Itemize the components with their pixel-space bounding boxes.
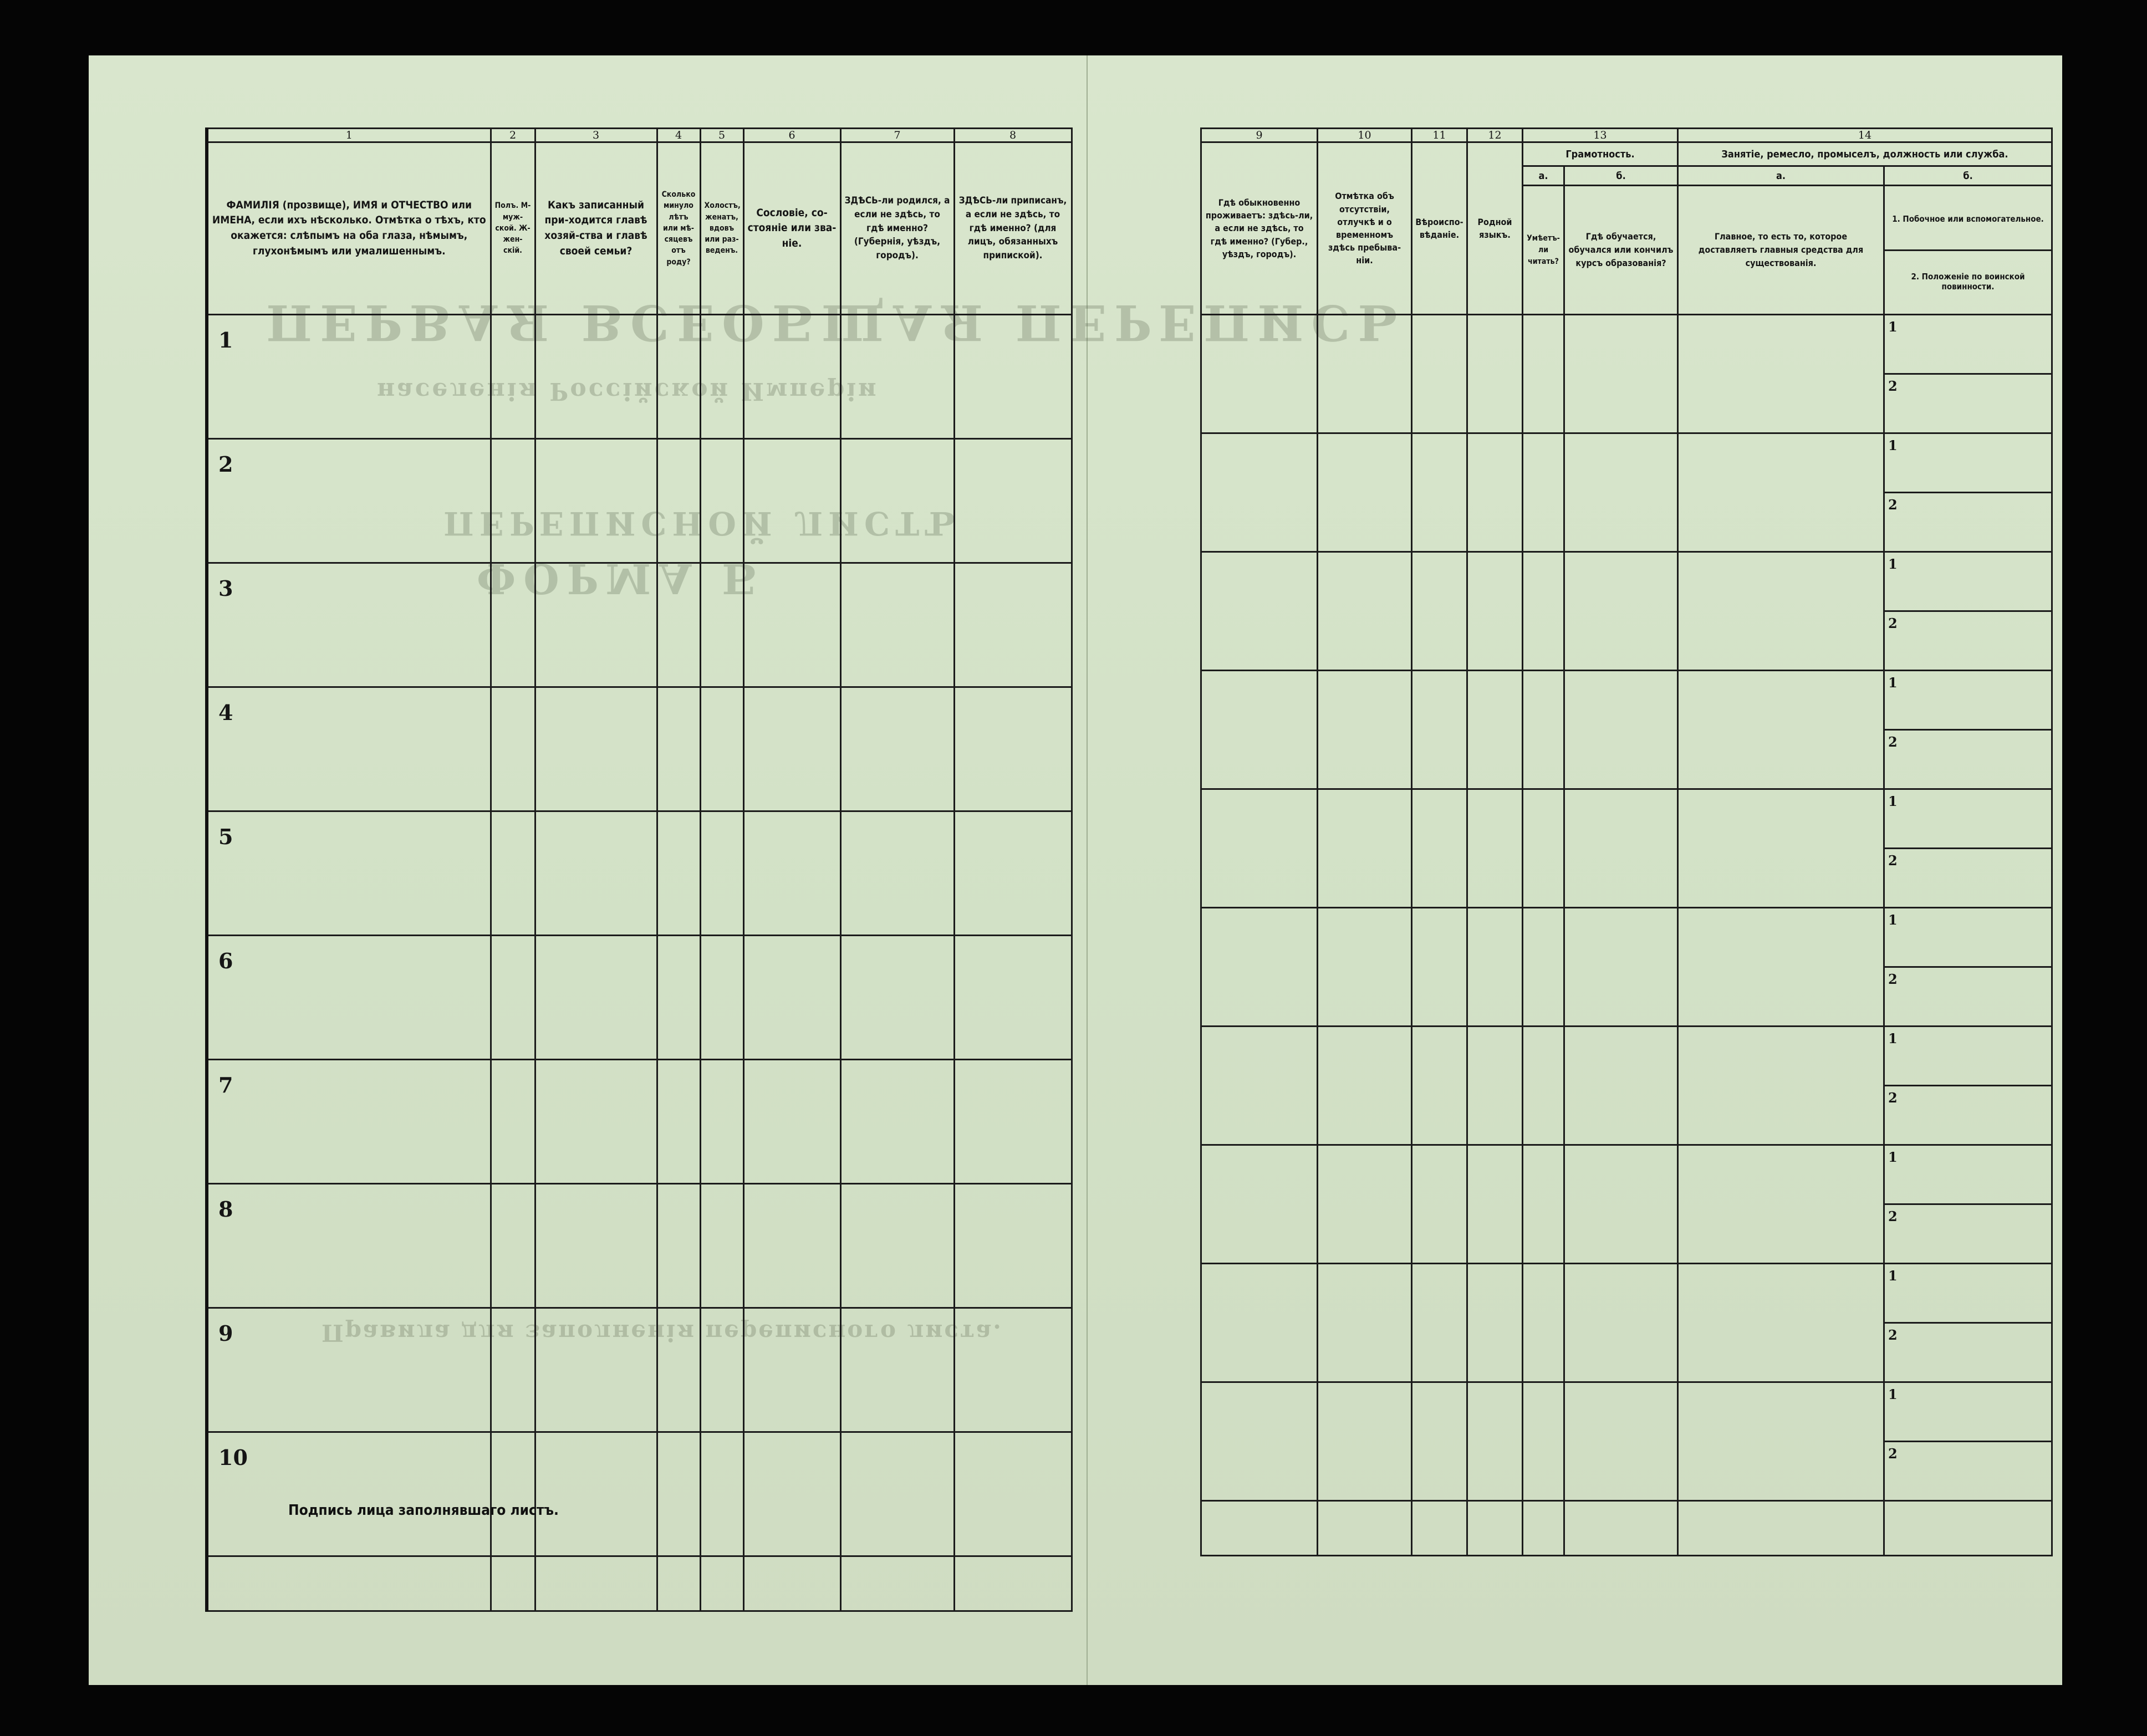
cell[interactable] (743, 1556, 840, 1611)
right-census-table (1200, 127, 2053, 1556)
faint-rules: Правила для заполненія переписного листа. (322, 1319, 1003, 1346)
entry-cell[interactable] (743, 1184, 840, 1308)
header-estate-column: Сословіе, со-стояніе или зва-ніе. (743, 142, 840, 315)
entry-cell[interactable] (700, 563, 743, 687)
table-row (1201, 1264, 2052, 1323)
entry-cell[interactable] (1201, 1264, 1318, 1382)
col-number: 4 (657, 129, 700, 142)
entry-cell[interactable] (491, 563, 535, 687)
entry-cell[interactable] (657, 315, 700, 439)
entry-cell[interactable] (1318, 1145, 1412, 1264)
header-education-column: Гдѣ обучается, обучался или кончилъ курсъ образованія? (1564, 186, 1678, 315)
signature-label: Подпись лица заполнявшаго листъ. (288, 1502, 559, 1519)
entry-cell[interactable] (535, 1060, 657, 1184)
entry-cell[interactable] (954, 439, 1072, 563)
table-row (207, 811, 1072, 936)
entry-cell[interactable] (535, 1184, 657, 1308)
sub-entry-cell[interactable]: 1 (1884, 1382, 2052, 1442)
entry-cell[interactable] (491, 1060, 535, 1184)
entry-cell[interactable] (1523, 315, 1564, 433)
entry-cell[interactable] (1523, 908, 1564, 1027)
entry-cell[interactable] (1678, 315, 1884, 433)
entry-cell[interactable] (1523, 789, 1564, 908)
sub-entry-cell[interactable]: 1 (1884, 1027, 2052, 1086)
table-row (207, 1060, 1072, 1184)
col-number: 7 (840, 129, 954, 142)
sub-entry-cell[interactable]: 2 (1884, 611, 2052, 671)
entry-cell[interactable] (954, 1308, 1072, 1432)
table-row (207, 1308, 1072, 1432)
entry-cell[interactable] (1678, 908, 1884, 1027)
cell[interactable] (491, 1556, 535, 1611)
entry-cell[interactable] (700, 687, 743, 811)
entry-cell[interactable] (1564, 1264, 1678, 1382)
entry-cell[interactable] (1467, 552, 1523, 671)
sub-entry-cell[interactable]: 2 (1884, 1086, 2052, 1145)
entry-cell[interactable] (840, 563, 954, 687)
table-row (1201, 1145, 2052, 1204)
entry-cell[interactable] (1467, 1027, 1523, 1145)
entry-cell[interactable] (1523, 1382, 1564, 1501)
header-main-occupation-column: Главное, то есть то, которое доставляетъ главныя средства для существованія. (1678, 186, 1884, 315)
entry-cell[interactable] (743, 811, 840, 936)
row-number-cell[interactable]: 6 (207, 936, 491, 1060)
entry-cell[interactable] (743, 315, 840, 439)
col-number: 8 (954, 129, 1072, 142)
entry-cell[interactable] (491, 1308, 535, 1432)
entry-cell[interactable] (954, 1432, 1072, 1556)
entry-cell[interactable] (535, 811, 657, 936)
entry-cell[interactable] (1318, 1027, 1412, 1145)
right-page (1087, 55, 2062, 1685)
faint-title: ПЕРВАЯ ВСЕОБЩАЯ ПЕРЕПИСЬ (266, 294, 1406, 351)
cell[interactable] (207, 1556, 491, 1611)
header-relation-column: Какъ записанный при-ходится главѣ хозяй-ства и главѣ своей семьи? (535, 142, 657, 315)
row-number-cell[interactable]: 1 (207, 315, 491, 439)
sub-entry-cell[interactable]: 2 (1884, 967, 2052, 1027)
entry-cell[interactable] (491, 439, 535, 563)
entry-cell[interactable] (1678, 433, 1884, 552)
entry-cell[interactable] (535, 687, 657, 811)
entry-cell[interactable] (657, 439, 700, 563)
entry-cell[interactable] (535, 439, 657, 563)
row-number-cell[interactable]: 2 (207, 439, 491, 563)
col-number: 10 (1318, 129, 1412, 142)
entry-cell[interactable] (535, 1308, 657, 1432)
sub-entry-cell[interactable]: 1 (1884, 789, 2052, 849)
entry-cell[interactable] (700, 1432, 743, 1556)
entry-cell[interactable] (1412, 1027, 1467, 1145)
entry-cell[interactable] (1467, 1382, 1523, 1501)
entry-cell[interactable] (1201, 433, 1318, 552)
entry-cell[interactable] (535, 563, 657, 687)
entry-cell[interactable] (700, 1308, 743, 1432)
entry-cell[interactable] (1412, 789, 1467, 908)
entry-cell[interactable] (1467, 671, 1523, 789)
right-column-numbers (1201, 129, 2052, 142)
entry-cell[interactable] (840, 315, 954, 439)
entry-cell[interactable] (1318, 1264, 1412, 1382)
entry-cell[interactable] (491, 1184, 535, 1308)
entry-cell[interactable] (657, 563, 700, 687)
table-row (207, 563, 1072, 687)
col-number: 9 (1201, 129, 1318, 142)
entry-cell[interactable] (1318, 433, 1412, 552)
entry-cell[interactable] (1523, 433, 1564, 552)
col-number: 5 (700, 129, 743, 142)
sub-entry-cell[interactable]: 1 (1884, 433, 2052, 493)
entry-cell[interactable] (1678, 671, 1884, 789)
entry-cell[interactable] (1678, 552, 1884, 671)
entry-cell[interactable] (700, 1184, 743, 1308)
entry-cell[interactable] (954, 936, 1072, 1060)
entry-cell[interactable] (954, 687, 1072, 811)
entry-cell[interactable] (1467, 315, 1523, 433)
col-number: 13 (1523, 129, 1678, 142)
header-can-read-column: Умѣетъ-ли читать? (1523, 186, 1564, 315)
table-row (207, 439, 1072, 563)
entry-cell[interactable] (1523, 671, 1564, 789)
row-number-cell[interactable]: 10 (207, 1432, 491, 1556)
table-row (207, 936, 1072, 1060)
entry-cell[interactable] (1678, 1264, 1884, 1382)
sub-entry-cell[interactable]: 1 (1884, 315, 2052, 374)
entry-cell[interactable] (743, 563, 840, 687)
entry-cell[interactable] (1564, 1027, 1678, 1145)
right-blank-row (1201, 1501, 2052, 1556)
row-number-cell[interactable]: 3 (207, 563, 491, 687)
entry-cell[interactable] (840, 1432, 954, 1556)
header-13a-label: а. (1523, 166, 1564, 186)
entry-cell[interactable] (700, 1060, 743, 1184)
cell[interactable] (1412, 1501, 1467, 1556)
sub-entry-cell[interactable]: 2 (1884, 493, 2052, 552)
entry-cell[interactable] (657, 687, 700, 811)
cell[interactable] (1467, 1501, 1523, 1556)
entry-cell[interactable] (491, 811, 535, 936)
table-row (1201, 1027, 2052, 1086)
col-number: 6 (743, 129, 840, 142)
entry-cell[interactable] (1201, 552, 1318, 671)
header-absence-column: Отмѣтка объ отсутствіи, отлучкѣ и о временномъ здѣсь пребыва-ніи. (1318, 142, 1412, 315)
sub-entry-cell[interactable]: 1 (1884, 552, 2052, 611)
entry-cell[interactable] (1564, 1145, 1678, 1264)
left-column-numbers (207, 129, 1072, 142)
entry-cell[interactable] (1201, 671, 1318, 789)
cell[interactable] (954, 1556, 1072, 1611)
right-header-row-1 (1201, 142, 2052, 166)
entry-cell[interactable] (657, 936, 700, 1060)
table-row (1201, 1382, 2052, 1442)
cell[interactable] (1678, 1501, 1884, 1556)
entry-cell[interactable] (491, 1432, 535, 1556)
entry-cell[interactable] (954, 1060, 1072, 1184)
sub-entry-cell[interactable]: 2 (1884, 1442, 2052, 1501)
entry-cell[interactable] (1467, 908, 1523, 1027)
entry-cell[interactable] (700, 439, 743, 563)
table-row (1201, 315, 2052, 374)
header-secondary-column (1884, 186, 2052, 315)
entry-cell[interactable] (657, 811, 700, 936)
entry-cell[interactable] (1523, 1145, 1564, 1264)
entry-cell[interactable] (840, 439, 954, 563)
entry-cell[interactable] (1564, 433, 1678, 552)
col-number: 14 (1678, 129, 2052, 142)
left-header-row (207, 142, 1072, 315)
entry-cell[interactable] (1523, 552, 1564, 671)
header-religion-column: Вѣроиспо-вѣданіе. (1412, 142, 1467, 315)
cell[interactable] (700, 1556, 743, 1611)
entry-cell[interactable] (1318, 671, 1412, 789)
entry-cell[interactable] (1564, 552, 1678, 671)
entry-cell[interactable] (657, 1432, 700, 1556)
sub-entry-cell[interactable]: 2 (1884, 1204, 2052, 1264)
entry-cell[interactable] (1412, 908, 1467, 1027)
faint-form-title: ПЕРЕПИСНОЙ ЛИСТЪ (443, 504, 961, 542)
header-age-column: Сколько минуло лѣтъ или мѣ-сяцевъ отъ роду? (657, 142, 700, 315)
entry-cell[interactable] (1412, 1382, 1467, 1501)
entry-cell[interactable] (1678, 1382, 1884, 1501)
entry-cell[interactable] (954, 1184, 1072, 1308)
entry-cell[interactable] (743, 1060, 840, 1184)
entry-cell[interactable] (1318, 908, 1412, 1027)
sub-entry-cell[interactable]: 2 (1884, 849, 2052, 908)
entry-cell[interactable] (840, 1060, 954, 1184)
entry-cell[interactable] (1467, 1264, 1523, 1382)
entry-cell[interactable] (491, 315, 535, 439)
entry-cell[interactable] (1523, 1027, 1564, 1145)
cell[interactable] (535, 1556, 657, 1611)
row-number-cell[interactable]: 9 (207, 1308, 491, 1432)
entry-cell[interactable] (1564, 315, 1678, 433)
table-row (1201, 671, 2052, 730)
entry-cell[interactable] (840, 936, 954, 1060)
cell[interactable] (657, 1556, 700, 1611)
header-literacy-title: Грамотность. (1523, 142, 1678, 166)
entry-cell[interactable] (535, 1432, 657, 1556)
entry-cell[interactable] (657, 1184, 700, 1308)
header-occupation-title: Занятіе, ремесло, промыселъ, должность или служба. (1678, 142, 2052, 166)
entry-cell[interactable] (491, 936, 535, 1060)
entry-cell[interactable] (1467, 433, 1523, 552)
entry-cell[interactable] (1201, 789, 1318, 908)
census-sheet (89, 55, 2062, 1685)
faint-subtitle: населенія Россійской Имперіи (377, 377, 879, 405)
table-row (207, 315, 1072, 439)
entry-cell[interactable] (1467, 789, 1523, 908)
entry-cell[interactable] (1412, 671, 1467, 789)
sub-entry-cell[interactable]: 2 (1884, 374, 2052, 433)
entry-cell[interactable] (491, 687, 535, 811)
table-row (1201, 552, 2052, 611)
entry-cell[interactable] (657, 1060, 700, 1184)
entry-cell[interactable] (840, 1308, 954, 1432)
col-number: 2 (491, 129, 535, 142)
cell[interactable] (1523, 1501, 1564, 1556)
entry-cell[interactable] (954, 811, 1072, 936)
entry-cell[interactable] (954, 315, 1072, 439)
header-13b-label: б. (1564, 166, 1678, 186)
cell[interactable] (1318, 1501, 1412, 1556)
entry-cell[interactable] (1318, 789, 1412, 908)
header-residence-column: Гдѣ обыкновенно проживаетъ: здѣсь-ли, а если не здѣсь, то гдѣ именно? (Губер., уѣздъ, городъ). (1201, 142, 1318, 315)
entry-cell[interactable] (1412, 1145, 1467, 1264)
left-census-table (205, 127, 1073, 1612)
entry-cell[interactable] (1412, 552, 1467, 671)
col-number: 11 (1412, 129, 1467, 142)
sub-entry-cell[interactable]: 1 (1884, 1145, 2052, 1204)
entry-cell[interactable] (1201, 1382, 1318, 1501)
entry-cell[interactable] (1412, 315, 1467, 433)
entry-cell[interactable] (700, 811, 743, 936)
entry-cell[interactable] (1412, 1264, 1467, 1382)
cell[interactable] (1884, 1501, 2052, 1556)
table-row (1201, 789, 2052, 849)
faint-form-code: ФОРМА Б (477, 554, 765, 602)
entry-cell[interactable] (743, 936, 840, 1060)
sub-entry-cell[interactable]: 1 (1884, 908, 2052, 967)
entry-cell[interactable] (1318, 315, 1412, 433)
entry-cell[interactable] (743, 1308, 840, 1432)
entry-cell[interactable] (743, 687, 840, 811)
header-14a-label: а. (1678, 166, 1884, 186)
row-number-cell[interactable]: 8 (207, 1184, 491, 1308)
cell[interactable] (1201, 1501, 1318, 1556)
sub-entry-cell[interactable]: 2 (1884, 730, 2052, 789)
header-14b1: 1. Побочное или вспомогательное. (1885, 188, 2051, 251)
table-row (207, 1432, 1072, 1556)
header-language-column: Родной языкъ. (1467, 142, 1523, 315)
entry-cell[interactable] (1318, 1382, 1412, 1501)
cell[interactable] (840, 1556, 954, 1611)
header-14b2: 2. Положеніе по воинской повинности. (1911, 271, 2025, 292)
sub-entry-cell[interactable]: 1 (1884, 671, 2052, 730)
entry-cell[interactable] (1201, 1145, 1318, 1264)
entry-cell[interactable] (840, 1184, 954, 1308)
entry-cell[interactable] (1678, 1027, 1884, 1145)
entry-cell[interactable] (1201, 315, 1318, 433)
entry-cell[interactable] (743, 1432, 840, 1556)
left-blank-row (207, 1556, 1072, 1611)
header-name-column: ФАМИЛІЯ (прозвище), ИМЯ и ОТЧЕСТВО или ИМЕНА, если ихъ нѣсколько. Отмѣтка о тѣхъ, кто окажется: слѣпымъ на оба глаза, нѣмымъ, глухонѣмымъ или умалишеннымъ. (207, 142, 491, 315)
entry-cell[interactable] (743, 439, 840, 563)
entry-cell[interactable] (1523, 1264, 1564, 1382)
sub-entry-cell[interactable]: 1 (1884, 1264, 2052, 1323)
header-marital-column: Холостъ, женатъ, вдовъ или раз-веденъ. (700, 142, 743, 315)
cell[interactable] (1564, 1501, 1678, 1556)
entry-cell[interactable] (1564, 671, 1678, 789)
entry-cell[interactable] (1564, 1382, 1678, 1501)
entry-cell[interactable] (1318, 552, 1412, 671)
table-row (1201, 433, 2052, 493)
header-14b-label: б. (1884, 166, 2052, 186)
entry-cell[interactable] (657, 1308, 700, 1432)
row-number-cell[interactable]: 7 (207, 1060, 491, 1184)
row-number-cell[interactable]: 5 (207, 811, 491, 936)
entry-cell[interactable] (700, 315, 743, 439)
sub-entry-cell[interactable]: 2 (1884, 1323, 2052, 1382)
entry-cell[interactable] (1201, 1027, 1318, 1145)
table-row (1201, 908, 2052, 967)
header-birthplace-column: ЗДѢСЬ-ли родился, а если не здѣсь, то гдѣ именно? (Губернія, уѣздъ, городъ). (840, 142, 954, 315)
entry-cell[interactable] (1467, 1145, 1523, 1264)
entry-cell[interactable] (840, 811, 954, 936)
header-sex-column: Полъ. М-муж-ской. Ж-жен-скій. (491, 142, 535, 315)
entry-cell[interactable] (535, 936, 657, 1060)
row-number-cell[interactable]: 4 (207, 687, 491, 811)
entry-cell[interactable] (1564, 789, 1678, 908)
entry-cell[interactable] (535, 315, 657, 439)
entry-cell[interactable] (1564, 908, 1678, 1027)
col-number: 12 (1467, 129, 1523, 142)
entry-cell[interactable] (1678, 789, 1884, 908)
table-row (207, 1184, 1072, 1308)
table-row (207, 687, 1072, 811)
entry-cell[interactable] (1678, 1145, 1884, 1264)
entry-cell[interactable] (1412, 433, 1467, 552)
col-number: 1 (207, 129, 491, 142)
col-number: 3 (535, 129, 657, 142)
entry-cell[interactable] (840, 687, 954, 811)
entry-cell[interactable] (954, 563, 1072, 687)
entry-cell[interactable] (700, 936, 743, 1060)
header-registration-column: ЗДѢСЬ-ли приписанъ, а если не здѣсь, то гдѣ именно? (для лицъ, обязанныхъ припиской). (954, 142, 1072, 315)
entry-cell[interactable] (1201, 908, 1318, 1027)
